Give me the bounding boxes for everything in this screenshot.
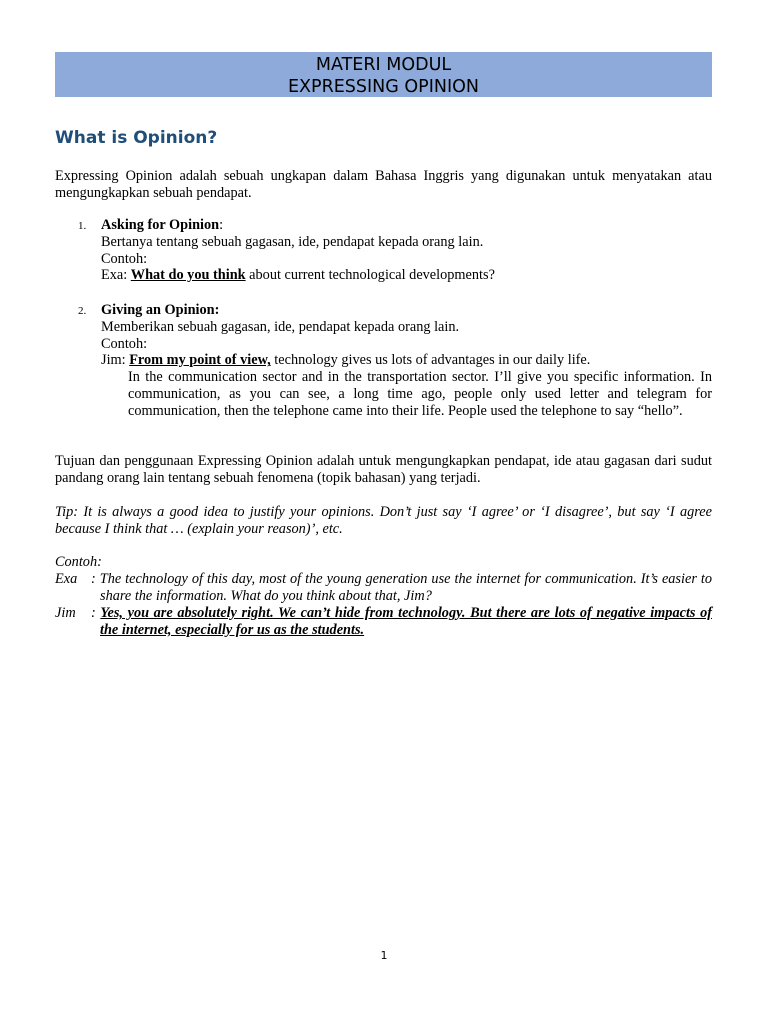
asking-opinion-title-suffix: : bbox=[219, 217, 224, 233]
dialogue-text-jim: Yes, you are absolutely right. We can’t hide from technology. But there are lots of negative impacts of the internet, especially for us as the students. bbox=[100, 605, 712, 638]
list-number-2: 2. bbox=[78, 305, 87, 317]
list-number-1: 1. bbox=[78, 220, 87, 232]
title-line-2: EXPRESSING OPINION bbox=[287, 77, 479, 97]
giving-opinion-example-continuation: In the communication sector and in the transportation sector. I’ll give you specific information. In communication, as you can see, a long time ago, people only used letter and telegram for communication, then the telephone came into their life. People used the telephone to say “hello”. bbox=[128, 369, 712, 419]
giving-opinion-example-label: Contoh: bbox=[101, 335, 148, 352]
intro-paragraph: Expressing Opinion adalah sebuah ungkapan dalam Bahasa Inggris yang digunakan untuk menyatakan atau mengungkapkan sebuah pendapat. bbox=[55, 168, 712, 201]
list-item-asking-opinion bbox=[101, 217, 712, 284]
dialogue-speaker-exa: Exa bbox=[55, 571, 78, 587]
tip-paragraph: Tip: It is always a good idea to justify your opinions. Don’t just say ‘I agree’ or ‘I disagree’, but say ‘I agree because I think that … (explain your reason)’, etc. bbox=[55, 504, 712, 537]
asking-opinion-example bbox=[101, 267, 712, 284]
module-title-banner bbox=[55, 52, 712, 97]
page-number: 1 bbox=[380, 949, 388, 962]
giving-opinion-example bbox=[101, 352, 712, 369]
purpose-paragraph: Tujuan dan penggunaan Expressing Opinion adalah untuk mengungkapkan pendapat, ide atau gagasan dari sudut pandang orang lain tentang sebuah fenomena (topik bahasan) yang terjadi. bbox=[55, 453, 712, 486]
title-line-1: MATERI MODUL bbox=[315, 55, 452, 75]
section-heading: What is Opinion? bbox=[55, 128, 218, 148]
example-speaker-exa: Exa: bbox=[101, 267, 131, 284]
asking-opinion-description: Bertanya tentang sebuah gagasan, ide, pendapat kepada orang lain. bbox=[101, 233, 484, 250]
dialogue-text-exa: The technology of this day, most of the young generation use the internet for communication. It’s easier to share the information. What do you think about that, Jim? bbox=[99, 571, 712, 604]
dialogue-colon-exa: : bbox=[91, 571, 100, 587]
giving-opinion-example-rest: technology gives us lots of advantages in our daily life. bbox=[270, 352, 591, 369]
asking-opinion-title: Asking for Opinion bbox=[101, 217, 220, 233]
asking-opinion-example-rest: about current technological developments? bbox=[245, 267, 495, 284]
list-item-giving-opinion bbox=[101, 302, 712, 369]
dialogue-speaker-jim: Jim bbox=[55, 605, 76, 621]
giving-opinion-description: Memberikan sebuah gagasan, ide, pendapat kepada orang lain. bbox=[101, 318, 460, 335]
dialogue-label: Contoh: bbox=[55, 554, 102, 570]
asking-opinion-example-label: Contoh: bbox=[101, 250, 148, 267]
dialogue-colon-jim: : bbox=[91, 605, 101, 621]
giving-opinion-key-phrase: From my point of view, bbox=[129, 352, 271, 369]
example-speaker-jim: Jim: bbox=[101, 352, 130, 369]
giving-opinion-title: Giving an Opinion: bbox=[101, 302, 220, 318]
dialogue-line-jim bbox=[55, 605, 712, 639]
asking-opinion-key-phrase: What do you think bbox=[130, 267, 246, 284]
dialogue-line-exa bbox=[55, 571, 712, 605]
